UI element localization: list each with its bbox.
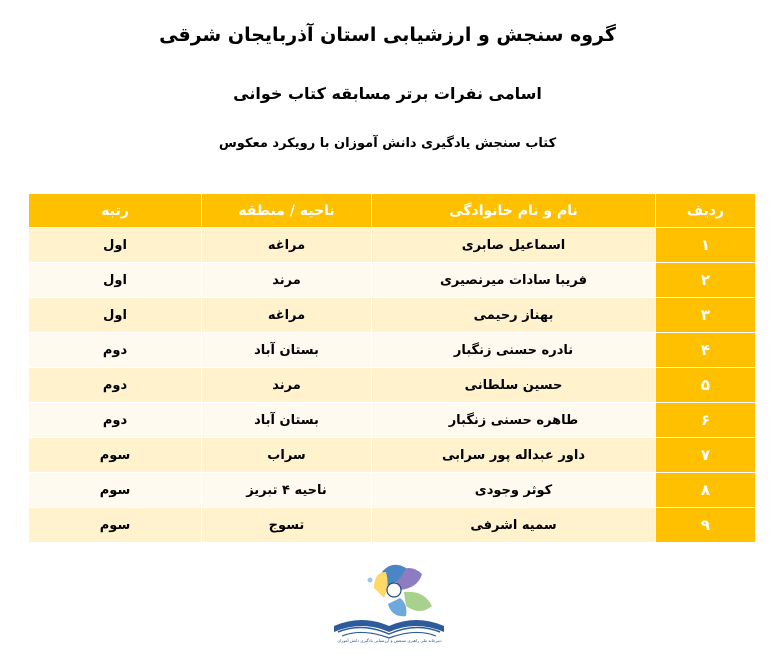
person-name: بهناز رحیمی (372, 298, 656, 333)
rank-cell: اول (29, 298, 202, 333)
rank-cell: سوم (29, 438, 202, 473)
table-row (29, 438, 756, 473)
logo-petal-yellow (374, 572, 388, 598)
row-number: ۱ (656, 228, 756, 263)
column-header-row-number: ردیف (656, 194, 756, 228)
logo-petal-lightblue (388, 598, 406, 616)
row-number: ۷ (656, 438, 756, 473)
logo-center (387, 583, 401, 597)
rank-cell: اول (29, 263, 202, 298)
region-cell: مرند (202, 263, 372, 298)
region-cell: مرند (202, 368, 372, 403)
column-header-rank: رتبه (29, 194, 202, 228)
table-row (29, 298, 756, 333)
logo-dot (368, 578, 373, 583)
person-name: اسماعیل صابری (372, 228, 656, 263)
region-cell: بستان آباد (202, 333, 372, 368)
region-cell: سراب (202, 438, 372, 473)
row-number: ۶ (656, 403, 756, 438)
table-row (29, 473, 756, 508)
page-title: گروه سنجش و ارزشیابی استان آذربایجان شرقی (159, 24, 616, 46)
person-name: طاهره حسنی زنگبار (372, 403, 656, 438)
region-cell: مراغه (202, 228, 372, 263)
person-name: فریبا سادات میرنصیری (372, 263, 656, 298)
region-cell: بستان آباد (202, 403, 372, 438)
table-row (29, 508, 756, 543)
rank-cell: سوم (29, 473, 202, 508)
rank-cell: دوم (29, 333, 202, 368)
organization-logo (322, 560, 457, 650)
logo-book (334, 620, 444, 632)
row-number: ۵ (656, 368, 756, 403)
column-header-name: نام و نام خانوادگی (372, 194, 656, 228)
table-row (29, 263, 756, 298)
person-name: نادره حسنی زنگبار (372, 333, 656, 368)
book-title: کتاب سنجش یادگیری دانش آموزان با رویکرد معکوس (218, 136, 557, 151)
results-table (28, 193, 756, 543)
logo-petal-green (404, 592, 432, 611)
row-number: ۴ (656, 333, 756, 368)
table-header-row (29, 194, 756, 228)
row-number: ۳ (656, 298, 756, 333)
table-row (29, 403, 756, 438)
table-row (29, 333, 756, 368)
person-name: سمیه اشرفی (372, 508, 656, 543)
table-row (29, 368, 756, 403)
row-number: ۹ (656, 508, 756, 543)
region-cell: ناحیه ۴ تبریز (202, 473, 372, 508)
person-name: حسین سلطانی (372, 368, 656, 403)
column-header-region: ناحیه / منطقه (202, 194, 372, 228)
rank-cell: دوم (29, 368, 202, 403)
person-name: کوثر وجودی (372, 473, 656, 508)
rank-cell: دوم (29, 403, 202, 438)
region-cell: مراغه (202, 298, 372, 333)
table-row (29, 228, 756, 263)
person-name: داور عبداله پور سرابی (372, 438, 656, 473)
rank-cell: اول (29, 228, 202, 263)
rank-cell: سوم (29, 508, 202, 543)
region-cell: تسوج (202, 508, 372, 543)
page-subtitle: اسامی نفرات برتر مسابقه کتاب خوانی (233, 84, 542, 103)
logo-caption: دبیرخانه ملی راهبری سنجش و ارزشیابی یادگیری دانش آموزان (337, 638, 442, 643)
row-number: ۸ (656, 473, 756, 508)
row-number: ۲ (656, 263, 756, 298)
